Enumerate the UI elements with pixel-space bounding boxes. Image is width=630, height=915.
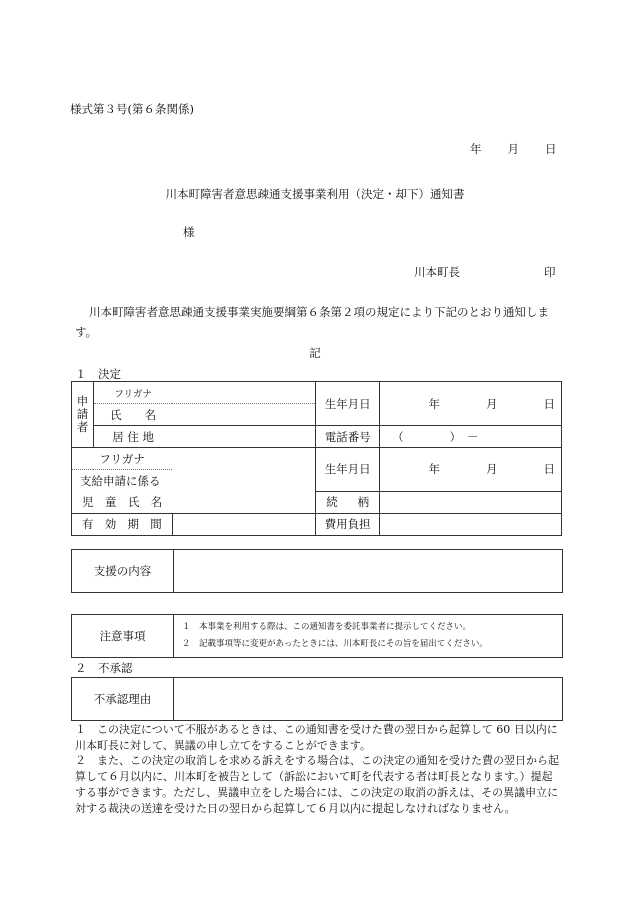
cost-value[interactable] xyxy=(380,513,562,535)
notes-list xyxy=(182,619,488,653)
form-number: 様式第３号(第６条関係) xyxy=(70,102,194,116)
birth-month: 月 xyxy=(486,396,498,411)
body-text: 川本町障害者意思疎通支援事業実施要綱第６条第２項の規定により下記のとおり通知します。 xyxy=(75,305,549,339)
support-box xyxy=(71,549,563,593)
furigana-value[interactable] xyxy=(172,382,315,404)
applicant-label: 申請者 xyxy=(72,382,94,448)
child-furigana-label: フリガナ xyxy=(72,448,173,470)
footer-note-2: ２ また、この決定の取消しを求める訴えをする場合は、この決定の通知を受けた費の翌日から起算して６月以内に、川本町を被告として（訴訟において町を代表する者は町長となります。）提起する事ができます。ただし、異議申立をした場合には、この決定の取消の訴えは、その異議申立に対する裁決の送達を受けた日の翌日から起算して６月以内に提起しなければなりません。 xyxy=(75,754,559,815)
ki-heading: 記 xyxy=(309,346,321,360)
child-birth-year: 年 xyxy=(428,462,440,477)
name-value[interactable] xyxy=(172,404,315,426)
phone-label: 電話番号 xyxy=(316,426,380,448)
document-title: 川本町障害者意思疎通支援事業利用（決定・却下）通知書 xyxy=(165,187,465,201)
relation-label: 続柄 xyxy=(316,491,380,513)
birthdate-value[interactable] xyxy=(380,382,562,426)
birth-year: 年 xyxy=(428,396,440,411)
child-name-value[interactable] xyxy=(172,448,315,514)
issue-date xyxy=(470,141,557,157)
support-label: 支援の内容 xyxy=(72,550,174,592)
notes-label: 注意事項 xyxy=(72,615,174,657)
child-birthdate-label: 生年月日 xyxy=(316,448,380,492)
relation-value[interactable] xyxy=(380,491,562,513)
address-label: 居 住 地 xyxy=(93,426,172,448)
phone-value[interactable]: （ ） － xyxy=(380,426,562,448)
footer-note-1: １ この決定について不服があるときは、この通知書を受けた費の翌日から起算して 60 日以内に川本町長に対して、異議の申し立てをすることができます。 xyxy=(75,723,558,752)
period-value[interactable] xyxy=(172,513,315,535)
date-day: 日 xyxy=(545,142,557,156)
notes-item: １ 本事業を利用する際は、この通知書を委託事業者に提示してください。 xyxy=(182,622,472,632)
section1-heading: １ 決定 xyxy=(75,367,121,381)
address-value[interactable] xyxy=(172,426,315,448)
child-birthdate-value[interactable] xyxy=(380,448,562,492)
notes-item: ２ 記載事項等に変更があったときには、川本町長にその旨を届出てください。 xyxy=(182,639,488,649)
sender-name: 川本町長 xyxy=(414,265,460,279)
date-month: 月 xyxy=(507,142,519,156)
addressee-suffix: 様 xyxy=(183,225,195,239)
section2-heading: ２ 不承認 xyxy=(75,661,133,675)
period-label: 有効期間 xyxy=(72,513,173,535)
birthdate-label: 生年月日 xyxy=(316,382,380,426)
birth-day: 日 xyxy=(543,396,555,411)
child-birth-month: 月 xyxy=(486,462,498,477)
date-year: 年 xyxy=(470,142,482,156)
furigana-label: フリガナ xyxy=(93,382,172,404)
rejection-box xyxy=(71,677,563,721)
notes-box xyxy=(71,614,563,658)
seal-mark: 印 xyxy=(544,265,556,279)
child-label-2: 児童氏名 xyxy=(72,491,173,513)
child-label-1: 支給申請に係る xyxy=(72,470,173,492)
cost-label: 費用負担 xyxy=(316,513,380,535)
child-birth-day: 日 xyxy=(543,462,555,477)
decision-table xyxy=(71,381,562,536)
rejection-label: 不承認理由 xyxy=(72,678,174,720)
name-label: 氏 名 xyxy=(93,404,172,426)
